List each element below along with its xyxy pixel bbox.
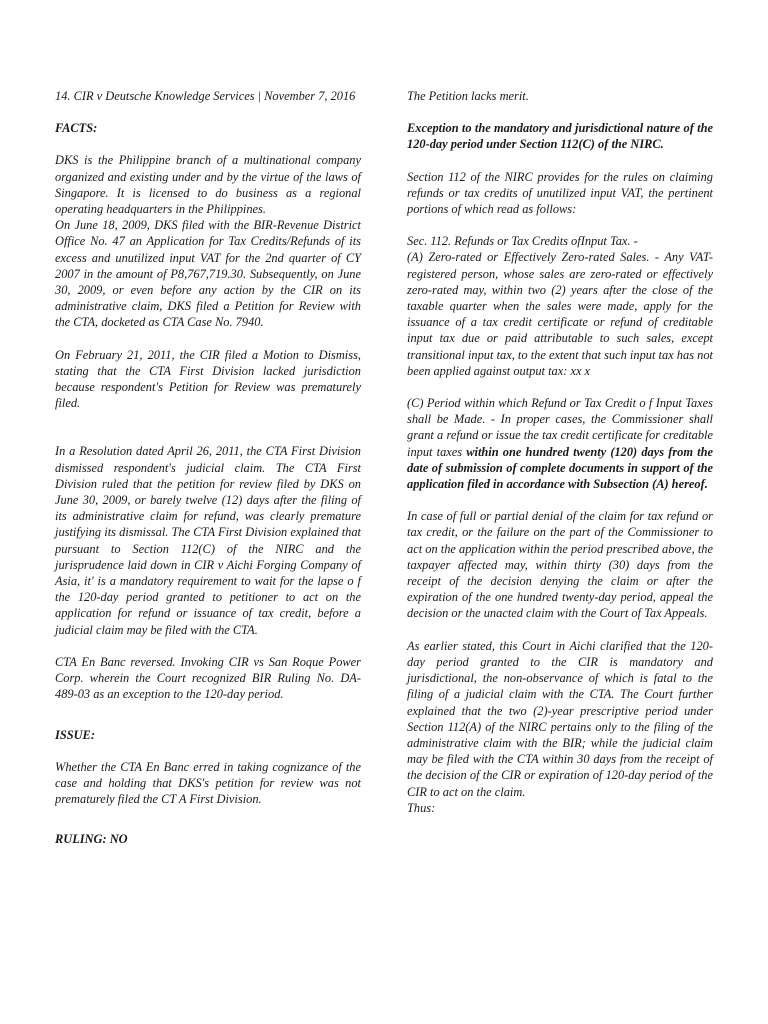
section-112-a: (A) Zero-rated or Effectively Zero-rated Sales. - Any VAT- registered person, whose sales are zero-rated or effectively zero-rated may, within two (2) years after the close of the taxable quarter when the sales were made, apply for the issuance of a tax credit certificate or refund of creditable input tax due or paid attributable to such sales, except transitional input tax, to the extent that such input tax has not been applied against output tax: xx x	[407, 250, 713, 378]
issue-text: Whether the CTA En Banc erred in taking cognizance of the case and holding that DKS's petition for review was not prematurely filed the CT A First Division.	[55, 759, 361, 807]
left-column	[55, 88, 361, 848]
section-112-c-emphasis: within one hundred twenty (120) days from the date of submission of complete documents in support of the application filed in accordance with Subsection (A) hereof.	[407, 444, 713, 492]
facts-paragraph-2: On June 18, 2009, DKS filed with the BIR-Revenue District Office No. 47 an Application for Tax Credits/Refunds of its excess and unutilized input VAT for the 2nd quarter of CY 2007 in the amount of P8,767,719.30. Subsequently, on June 30, 2009, or even before any action by the CIR on its administrative claim, DKS filed a Petition for Review with the CTA, docketed as CTA Case No. 7940.	[55, 218, 361, 330]
denial-paragraph: In case of full or partial denial of the claim for tax refund or tax credit, or the failure on the part of the Commissioner to act on the application within the period prescribed above, the taxpayer affected may, within thirty (30) days from the receipt of the decision denying the claim or after the expiration of the one hundred twenty-day period, appeal the decision or the unacted claim with the Court of Tax Appeals.	[407, 509, 713, 621]
right-column	[407, 88, 713, 816]
facts-paragraph-1: DKS is the Philippine branch of a multinational company organized and existing under and by the virtue of the laws of Singapore. It is licensed to do business as a regional operating headquarters in the Philippines.	[55, 153, 361, 217]
facts-paragraph-3: On February 21, 2011, the CIR filed a Motion to Dismiss, stating that the CTA First Division lacked jurisdiction because respondent's Petition for Review was prematurely filed.	[55, 347, 361, 411]
section-112-c	[407, 395, 713, 492]
exception-heading: Exception to the mandatory and jurisdictional nature of the 120-day period under Section 112(C) of the NIRC.	[407, 121, 713, 152]
issue-heading: ISSUE:	[55, 727, 95, 742]
facts-heading: FACTS:	[55, 121, 98, 136]
case-title: 14. CIR v Deutsche Knowledge Services | November 7, 2016	[55, 89, 356, 103]
section-112-title: Sec. 112. Refunds or Tax Credits ofInput Tax. -	[407, 234, 638, 249]
lacks-merit: The Petition lacks merit.	[407, 89, 529, 103]
aichi-paragraph: As earlier stated, this Court in Aichi clarified that the 120-day period granted to the CIR is mandatory and jurisdictional, the non-observance of which is fatal to the filing of a judicial claim with the CTA. The Court further explained that the two (2)-year prescriptive period under Section 112(A) of the NIRC pertains only to the filing of the administrative claim with the BIR; while the judicial claim may be filed with the CTA within 30 days from the receipt of the decision of the CIR or expiration of 120-day period of the CIR to act on the claim.	[407, 638, 713, 799]
facts-paragraph-4: In a Resolution dated April 26, 2011, the CTA First Division dismissed respondent's judicial claim. The CTA First Division ruled that the petition for review filed by DKS on June 30, 2009, or barely twelve (12) days after the filing of its administrative claim for refund, was clearly premature justifying its dismissal. The CTA First Division explained that pursuant to Section 112(C) of the NIRC and the jurisprudence laid down in CIR v Aichi Forging Company of Asia, it' is a mandatory requirement to wait for the lapse o f the 120-day period granted to petitioner to act on the application for refund or issuance of tax credit, before a judicial claim may be filed with the CTA.	[55, 444, 361, 637]
section-112-c-text: (C) Period within which Refund or Tax Credit o f Input Taxes shall be Made. - In proper cases, the Commissioner shall grant a refund or issue the tax credit certificate for creditable input taxes	[407, 396, 713, 459]
thus-line: Thus:	[407, 800, 436, 815]
ruling-heading: RULING: NO	[55, 832, 128, 847]
section-112-intro: Section 112 of the NIRC provides for the rules on claiming refunds or tax credits of unutilized input VAT, the pertinent portions of which read as follows:	[407, 169, 713, 217]
facts-paragraph-5: CTA En Banc reversed. Invoking CIR vs San Roque Power Corp. wherein the Court recognized BIR Ruling No. DA- 489-03 as an exception to the 120-day period.	[55, 654, 361, 702]
